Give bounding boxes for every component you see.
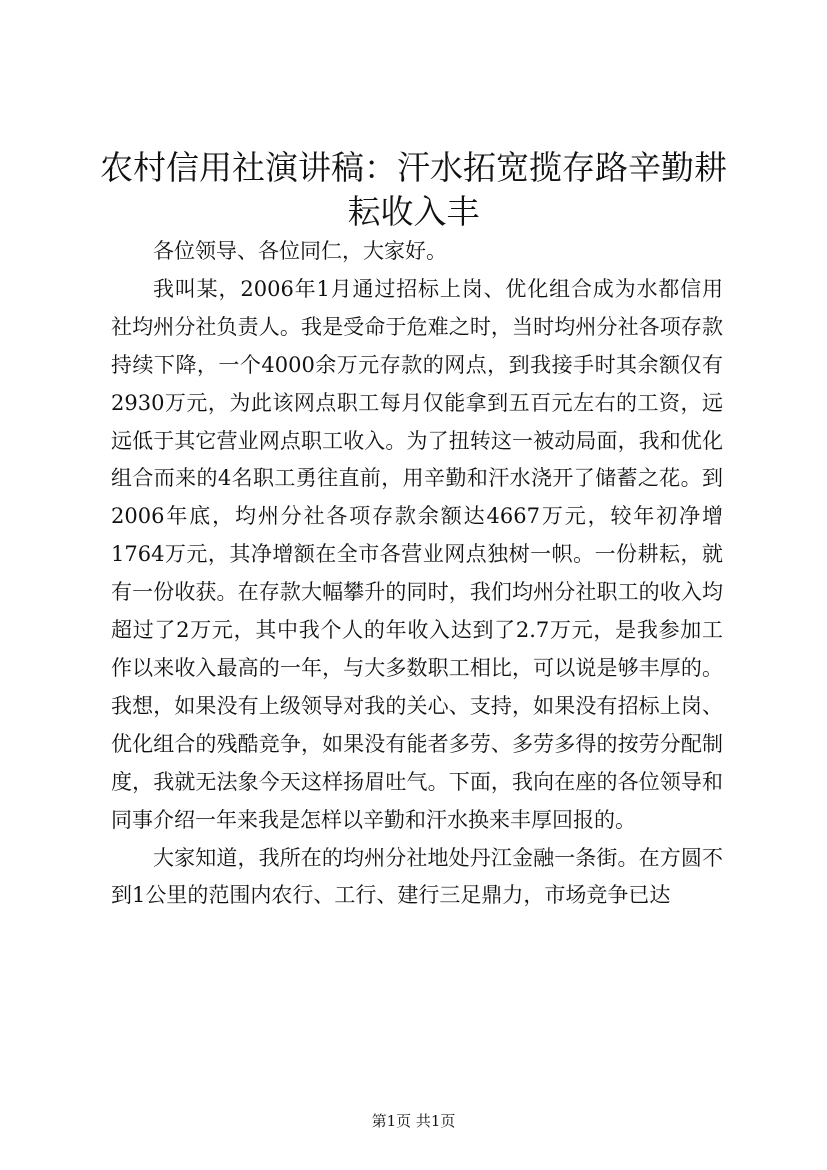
paragraph-introduction: 我叫某，2006年1月通过招标上岗、优化组合成为水都信用社均州分社负责人。我是受命于危难之时，当时均州分社各项存款持续下降，一个4000余万元存款的网点，到我接手时其余额仅有2930万元，为此该网点职工每月仅能拿到五百元左右的工资，远远低于其它营业网点职工收入。为了扭转这一被动局面，我和优化组合而来的4名职工勇往直前，用辛勤和汗水浇开了储蓄之花。到2006年底，均州分社各项存款余额达4667万元，较年初净增1764万元，其净增额在全市各营业网点独树一帜。一份耕耘，就有一份收获。在存款大幅攀升的同时，我们均州分社职工的收入均超过了2万元，其中我个人的年收入达到了2.7万元，是我参加工作以来收入最高的一年，与大多数职工相比，可以说是够丰厚的。我想，如果没有上级领导对我的关心、支持，如果没有招标上岗、优化组合的残酷竞争，如果没有能者多劳、多劳多得的按劳分配制度，我就无法象今天这样扬眉吐气。下面，我向在座的各位领导和同事介绍一年来我是怎样以辛勤和汗水换来丰厚回报的。 <box>111 276 723 832</box>
paragraph-location: 大家知道，我所在的均州分社地处丹江金融一条街。在方圆不到1公里的范围内农行、工行、建行三足鼎力，市场竞争已达 <box>111 845 723 908</box>
page-number-footer: 第1页 共1页 <box>371 1112 456 1130</box>
paragraph-greeting: 各位领导、各位同仁，大家好。 <box>153 239 447 263</box>
document-body <box>111 233 723 915</box>
document-title: 农村信用社演讲稿：汗水拓宽揽存路辛勤耕耘收入丰 <box>100 148 727 231</box>
